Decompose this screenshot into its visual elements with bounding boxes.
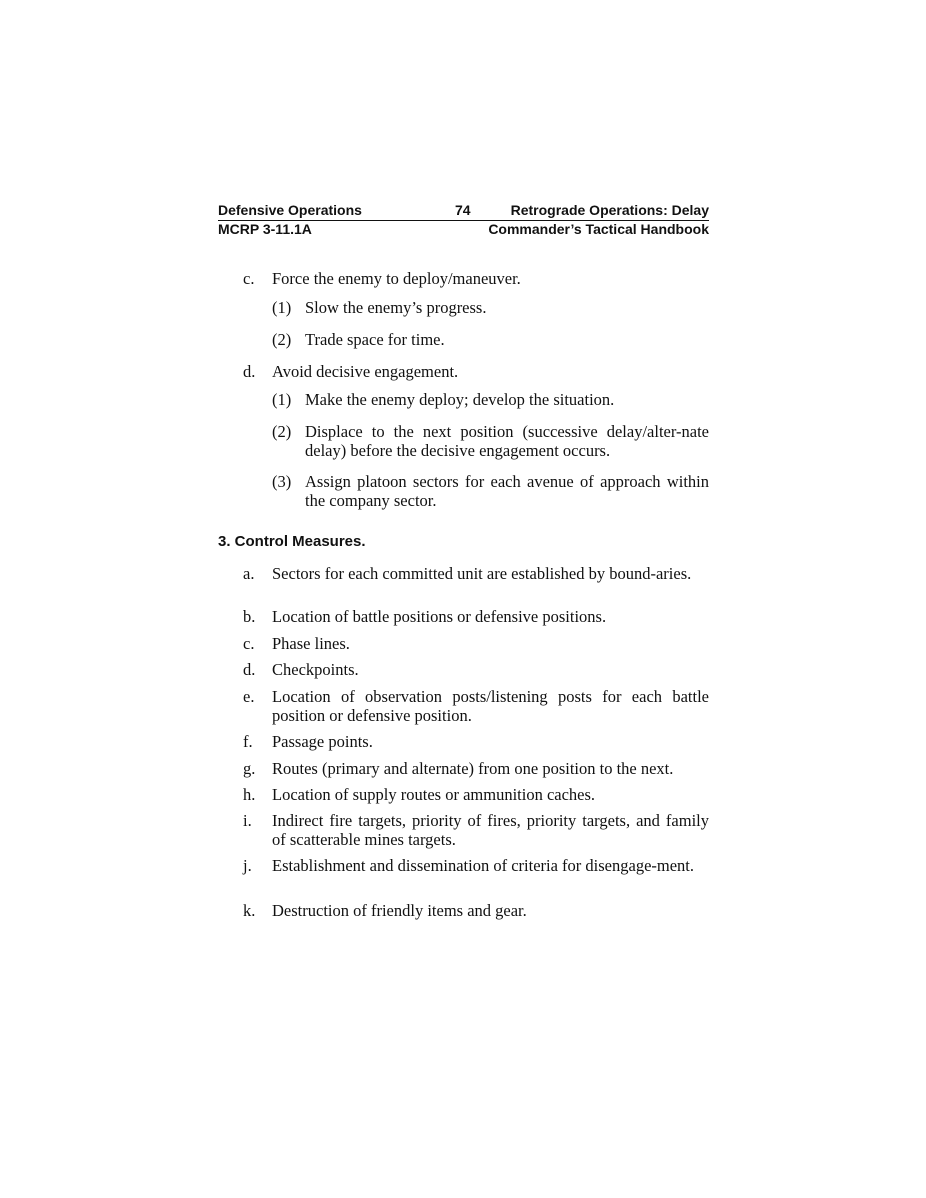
header-publication: MCRP 3-11.1A xyxy=(218,221,312,237)
header-chapter: Defensive Operations xyxy=(218,202,362,218)
item-label: e. xyxy=(243,687,255,706)
item-label: b. xyxy=(243,607,256,626)
item-text: Establishment and dissemination of criteria for disengage-ment. xyxy=(272,856,695,875)
item-text: Passage points. xyxy=(272,732,373,751)
item-text: Location of battle positions or defensive positions. xyxy=(272,607,607,626)
item-label: f. xyxy=(243,732,253,751)
header-section: Retrograde Operations: Delay xyxy=(510,202,709,218)
item-label: (1) xyxy=(272,390,292,409)
item-text: Location of supply routes or ammunition caches. xyxy=(272,785,596,804)
item-text: Sectors for each committed unit are established by bound-aries. xyxy=(272,564,692,583)
item-label: a. xyxy=(243,564,255,583)
item-label: g. xyxy=(243,759,256,778)
item-label: k. xyxy=(243,901,256,920)
page-number: 74 xyxy=(455,202,471,218)
item-label: h. xyxy=(243,785,256,804)
item-label: i. xyxy=(243,811,252,830)
running-header xyxy=(218,202,709,239)
item-text: Destruction of friendly items and gear. xyxy=(272,901,527,920)
item-text: Displace to the next position (successive delay/alter-nate delay) before the decisive engagement occurs. xyxy=(305,422,709,460)
item-text: Avoid decisive engagement. xyxy=(272,362,459,381)
item-text: Indirect fire targets, priority of fires, priority targets, and family of scatterable mines targets. xyxy=(272,811,709,849)
item-text: Location of observation posts/listening posts for each battle position or defensive position. xyxy=(272,687,709,725)
item-text: Assign platoon sectors for each avenue of approach within the company sector. xyxy=(305,472,709,510)
item-text: Checkpoints. xyxy=(272,660,359,679)
header-handbook: Commander’s Tactical Handbook xyxy=(488,221,709,237)
item-label: (1) xyxy=(272,298,292,317)
section-heading: 3. Control Measures. xyxy=(218,533,366,550)
header-row-bottom xyxy=(218,221,709,239)
item-text: Phase lines. xyxy=(272,634,350,653)
item-text: Make the enemy deploy; develop the situation. xyxy=(305,390,615,409)
item-label: (3) xyxy=(272,472,292,491)
item-label: d. xyxy=(243,660,256,679)
item-text: Force the enemy to deploy/maneuver. xyxy=(272,269,521,288)
item-label: c. xyxy=(243,269,255,288)
item-text: Trade space for time. xyxy=(305,330,445,349)
item-label: d. xyxy=(243,362,256,381)
item-label: c. xyxy=(243,634,255,653)
item-label: (2) xyxy=(272,422,292,441)
item-label: j. xyxy=(243,856,252,875)
header-row-top xyxy=(218,202,709,221)
item-label: (2) xyxy=(272,330,292,349)
item-text: Routes (primary and alternate) from one position to the next. xyxy=(272,759,674,778)
item-text: Slow the enemy’s progress. xyxy=(305,298,487,317)
